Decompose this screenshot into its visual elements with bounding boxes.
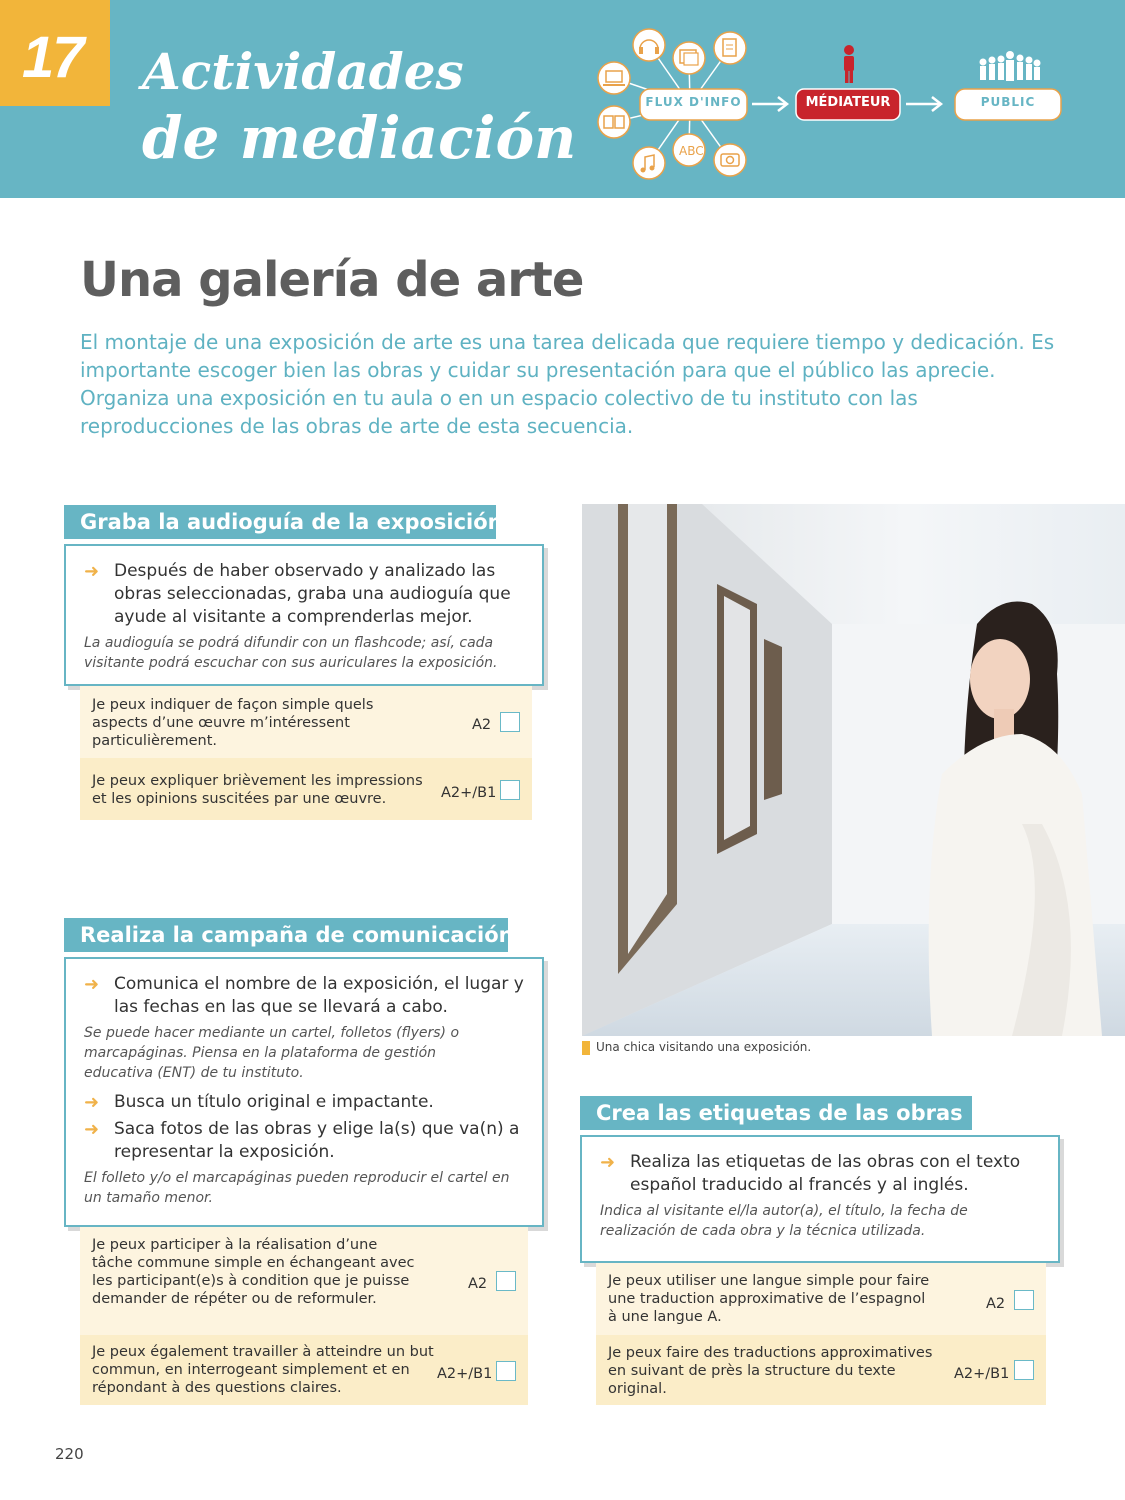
task-box-campana — [64, 957, 544, 1227]
can-do-row — [80, 758, 532, 820]
people-icon — [980, 51, 1041, 81]
music-note-icon — [633, 147, 665, 179]
level-label: A2+/B1 — [954, 1366, 1010, 1382]
photo-caption — [582, 1040, 811, 1055]
can-do-row — [80, 686, 532, 758]
flux-label: FLUX D'INFO — [645, 95, 742, 109]
task-note: Indica al visitante el/la autor(a), el título, la fecha de realización de cada obra y la técnica utilizada. — [600, 1203, 968, 1239]
can-do-row — [596, 1263, 1046, 1335]
task-text: Después de haber observado y analizado las obras seleccionadas, graba una audioguía que ayude al visitante a comprenderlas mejor. — [114, 561, 511, 627]
level-label: A2 — [472, 717, 492, 733]
public-label: PUBLIC — [980, 95, 1036, 109]
can-do-row — [596, 1335, 1046, 1405]
intro-paragraph: El montaje de una exposición de arte es una tarea delicada que requiere tiempo y dedicación. Es importante escoger bien las obras y cuidar su presentación para que el público las aprecie. Organiza una exposición en tu aula o en un espacio colectivo de tu instituto con las reproducciones de las obras de arte de esta secuencia. — [80, 330, 1055, 438]
self-assessment-checkbox[interactable] — [1014, 1290, 1034, 1310]
task-text: Saca fotos de las obras y elige la(s) que va(n) a representar la exposición. — [114, 1119, 520, 1162]
task-item — [600, 1151, 1040, 1197]
laptop-icon — [598, 62, 630, 94]
arrow-icon: ➜ — [84, 974, 100, 995]
abc-icon — [673, 134, 705, 166]
gallery-photo — [582, 504, 1125, 1036]
level-label: A2 — [468, 1276, 488, 1292]
can-do-text: Je peux également travailler à atteindre un but commun, en interrogeant simplement et en répondant à des questions claires. — [92, 1344, 434, 1396]
heading-audioguia: Graba la audioguía de la exposición — [64, 505, 496, 539]
svg-text:ABC: ABC — [679, 144, 704, 158]
self-assessment-checkbox[interactable] — [496, 1361, 516, 1381]
unit-number: 17 — [22, 25, 83, 90]
book-icon — [598, 106, 630, 138]
can-do-text: Je peux faire des traductions approximatives en suivant de près la structure du texte original. — [608, 1345, 933, 1397]
can-do-text: Je peux utiliser une langue simple pour faire une traduction approximative de l’espagnol à une langue A. — [608, 1273, 930, 1325]
self-assessment-checkbox[interactable] — [496, 1271, 516, 1291]
heading-etiquetas: Crea las etiquetas de las obras — [580, 1096, 972, 1130]
images-icon — [673, 42, 705, 74]
task-note: Se puede hacer mediante un cartel, folletos (flyers) o marcapáginas. Piensa en la plataforma de gestión educativa (ENT) de tu instituto. — [84, 1025, 460, 1081]
level-label: A2 — [986, 1296, 1006, 1312]
can-do-row — [80, 1227, 528, 1335]
task-text: Realiza las etiquetas de las obras con el texto español traducido al francés y al inglés. — [630, 1152, 1021, 1195]
task-box-audioguia — [64, 544, 544, 686]
heading-campana: Realiza la campaña de comunicación — [64, 918, 508, 952]
level-label: A2+/B1 — [441, 785, 497, 801]
can-do-text: Je peux participer à la réalisation d’une tâche commune simple en échangeant avec les participant(e)s à condition que je puisse demander de répéter ou de reformuler. — [92, 1237, 415, 1307]
can-do-text: Je peux expliquer brièvement les impressions et les opinions suscitées par une œuvre. — [92, 773, 423, 807]
caption-marker — [582, 1041, 590, 1055]
arrow-icon: ➜ — [600, 1152, 616, 1173]
arrow-icon: ➜ — [84, 561, 100, 582]
task-box-etiquetas — [580, 1135, 1060, 1263]
section-title-line1: Actividades — [142, 42, 464, 101]
task-item — [84, 1091, 524, 1114]
task-note: El folleto y/o el marcapáginas pueden reproducir el cartel en un tamaño menor. — [84, 1170, 510, 1206]
can-do-row — [80, 1335, 528, 1405]
person-icon — [844, 45, 854, 83]
task-text: Comunica el nombre de la exposición, el lugar y las fechas en las que se llevará a cabo. — [114, 974, 524, 1017]
camera-icon — [714, 144, 746, 176]
page-title: Una galería de arte — [80, 252, 584, 308]
arrow-icon: ➜ — [84, 1119, 100, 1140]
task-item — [84, 560, 524, 629]
task-item — [84, 973, 524, 1019]
caption-text: Una chica visitando una exposición. — [596, 1040, 812, 1054]
self-assessment-checkbox[interactable] — [500, 712, 520, 732]
headphones-icon — [633, 29, 665, 61]
mediateur-label: MÉDIATEUR — [805, 95, 891, 110]
task-item — [84, 1118, 524, 1164]
can-do-text: Je peux indiquer de façon simple quels aspects d’une œuvre m’intéressent particulièrement. — [92, 697, 374, 749]
self-assessment-checkbox[interactable] — [500, 780, 520, 800]
self-assessment-checkbox[interactable] — [1014, 1360, 1034, 1380]
task-text: Busca un título original e impactante. — [114, 1092, 434, 1112]
arrow-icon: ➜ — [84, 1092, 100, 1113]
task-note: La audioguía se podrá difundir con un flashcode; así, cada visitante podrá escuchar con sus auriculares la exposición. — [84, 635, 498, 671]
page-number: 220 — [55, 1445, 84, 1463]
section-title-line2: de mediación — [142, 104, 577, 172]
document-icon — [714, 32, 746, 64]
level-label: A2+/B1 — [437, 1366, 493, 1382]
